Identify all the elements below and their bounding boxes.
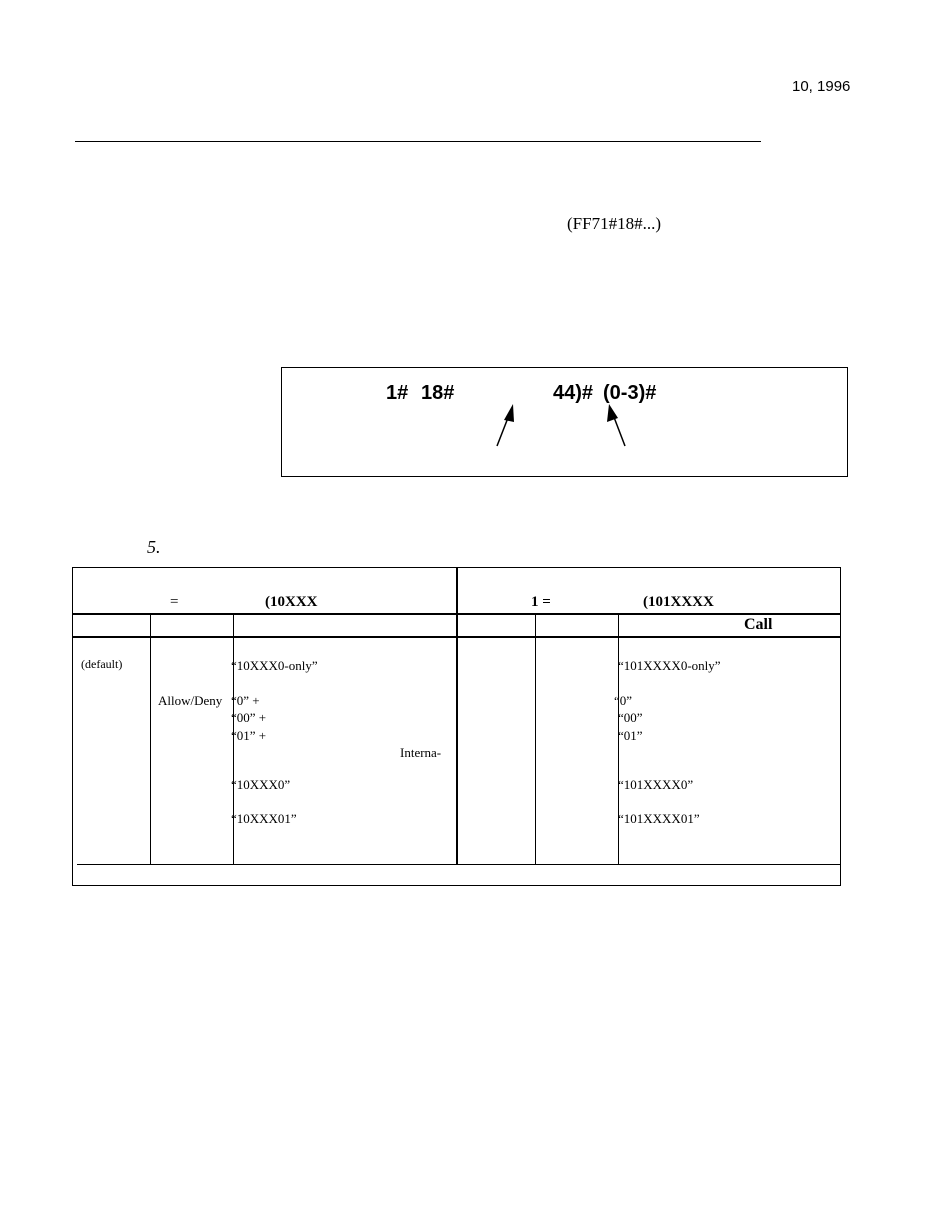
header-rule xyxy=(75,141,761,142)
command-part-1: 1# xyxy=(386,382,409,404)
right-row-6: “101XXXX01” xyxy=(618,811,700,826)
arrow-right-head xyxy=(607,404,618,422)
arrow-left-head xyxy=(504,404,514,422)
right-row-2: “0” xyxy=(614,693,633,708)
col-line-l1 xyxy=(150,613,151,864)
left-row-7: “10XXX01” xyxy=(231,811,297,826)
sub-header-call: Call xyxy=(744,616,773,633)
header-rule-1 xyxy=(73,613,840,615)
left-row-4: “01” + xyxy=(231,728,267,743)
command-part-3: 44)# xyxy=(553,382,594,404)
command-arrows xyxy=(282,368,849,478)
header-rule-2 xyxy=(73,636,840,638)
right-row-1: “101XXXX0-only” xyxy=(618,658,721,673)
feature-code: (FF71#18#...) xyxy=(567,214,661,233)
right-row-5: “101XXXX0” xyxy=(618,777,694,792)
left-row-2: “0” + xyxy=(231,693,260,708)
right-header-format: (101XXXX xyxy=(643,594,714,610)
table-number: 5. xyxy=(147,537,161,557)
left-row-3: “00” + xyxy=(231,710,267,725)
right-row-4: “01” xyxy=(618,728,643,743)
col-line-r1 xyxy=(535,613,536,864)
right-header-eq: 1 = xyxy=(531,594,551,610)
left-header-format: (10XXX xyxy=(265,594,318,610)
bottom-rule xyxy=(77,864,840,865)
command-box xyxy=(281,367,848,477)
options-table xyxy=(72,567,841,886)
left-row-5: Interna- xyxy=(400,745,442,760)
left-row-1: “10XXX0-only” xyxy=(231,658,318,673)
command-part-2: 18# xyxy=(421,382,455,404)
left-header-eq: = xyxy=(170,594,179,610)
default-label: (default) xyxy=(81,657,123,671)
page-date: 10, 1996 xyxy=(792,78,851,95)
right-row-3: “00” xyxy=(618,710,643,725)
left-row-6: “10XXX0” xyxy=(231,777,291,792)
allow-deny-label: Allow/Deny xyxy=(158,693,223,708)
command-part-4: (0-3)# xyxy=(603,382,657,404)
